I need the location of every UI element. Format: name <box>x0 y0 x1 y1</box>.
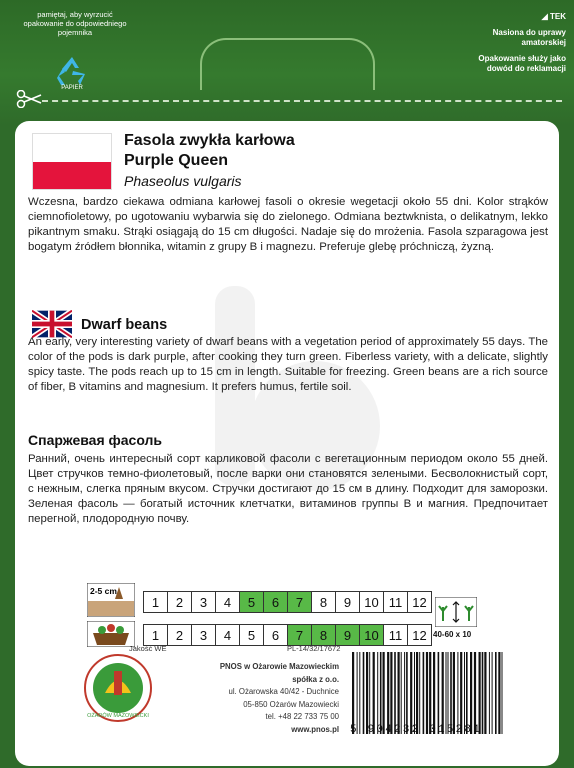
description-polish: Wczesna, bardzo ciekawa odmiana karłowej fasoli o okresie wegetacji około 55 dni. Kolor strąków ciemnofioletowy, po ugotowaniu wybarwia się do zielonego. Odmiana beztwknista, o delikatnym, lekko pikantnym smaku. Strąki osiągają do 15 cm długości. Nadaje się do mrożenia. Fasola szparagowa jest bogatym źródłem błonnika, witamin z grupy B i magnezu. Preferuje glebę próchniczą, żyzną. <box>28 196 548 253</box>
recycle-icon <box>52 54 92 90</box>
variety-name: Purple Queen <box>124 152 229 169</box>
harvest-month-1: 1 <box>144 625 168 646</box>
amateur-note: Nasiona do uprawy amatorskiej <box>492 28 566 47</box>
title-polish: Fasola zwykła karłowa <box>124 132 295 149</box>
sowing-month-2: 2 <box>168 592 192 613</box>
plant-spacing-icon <box>435 597 477 627</box>
latin-name: Phaseolus vulgaris <box>124 173 242 189</box>
sowing-month-12: 12 <box>408 592 432 613</box>
sowing-month-5: 5 <box>240 592 264 613</box>
cut-line <box>42 100 562 102</box>
title-english: Dwarf beans <box>81 317 168 333</box>
harvest-month-3: 3 <box>192 625 216 646</box>
recycle-label: PAPIER <box>61 85 83 90</box>
description-russian: Ранний, очень интересный сорт карликовой фасоли с вегетационным периодом около 55 дней. Цвет стручков темно-фиолетовый, после варки они становятся зелеными. Бесволокнистый сорт, с нежным, слегка пряным вкусом. Стручки достигают до 15 см в длину. Подходит для заморозки. Зеленая фасоль — богатый источник клетчатки, витаминов группы В и магния. Предпочитает перегной, плодородную почву. <box>28 453 548 525</box>
registration-code: PL-14/32/17672 <box>287 644 341 653</box>
harvest-month-7: 7 <box>288 625 312 646</box>
phone: tel. +48 22 733 75 00 <box>265 712 339 721</box>
harvest-month-2: 2 <box>168 625 192 646</box>
sowing-month-10: 10 <box>360 592 384 613</box>
sowing-month-11: 11 <box>384 592 408 613</box>
hang-tab-notch <box>200 38 375 90</box>
address-line-2: 05-850 Ożarów Mazowiecki <box>243 699 339 709</box>
harvest-month-8: 8 <box>312 625 336 646</box>
sowing-month-8: 8 <box>312 592 336 613</box>
barcode-number: 5 904232 015281 <box>350 724 483 736</box>
logo-text: OŻARÓW MAZOWIECKI <box>87 713 149 719</box>
harvest-month-12: 12 <box>408 625 432 646</box>
sowing-month-4: 4 <box>216 592 240 613</box>
quality-class: Jakość WE <box>129 644 167 653</box>
sowing-month-7: 7 <box>288 592 312 613</box>
leaf-icon: ◢ <box>541 12 548 21</box>
sowing-month-6: 6 <box>264 592 288 613</box>
uk-flag <box>32 310 72 338</box>
scissors-icon <box>16 90 42 108</box>
company-logo <box>83 653 153 723</box>
harvest-month-10: 10 <box>360 625 384 646</box>
address-line-1: ul. Ożarowska 40/42 - Duchnice <box>228 687 339 696</box>
harvest-month-11: 11 <box>384 625 408 646</box>
sowing-month-3: 3 <box>192 592 216 613</box>
sowing-calendar <box>143 591 432 613</box>
plant-spacing-label: 40-60 x 10 <box>433 630 472 639</box>
harvest-month-6: 6 <box>264 625 288 646</box>
harvest-month-9: 9 <box>336 625 360 646</box>
proof-note: Opakowanie służy jako dowód do reklamacji <box>478 54 566 73</box>
harvest-month-4: 4 <box>216 625 240 646</box>
company-name: PNOS w Ożarowie Mazowieckim spółka z o.o. <box>219 662 339 684</box>
tek-mark: ◢ TEK <box>541 12 566 21</box>
barcode <box>350 652 505 734</box>
harvest-month-5: 5 <box>240 625 264 646</box>
header-right-info <box>456 12 566 80</box>
harvest-calendar <box>143 624 432 646</box>
label-card <box>15 121 559 766</box>
polish-flag <box>32 133 112 190</box>
title-russian: Спаржевая фасоль <box>28 432 163 448</box>
company-address <box>197 661 339 736</box>
harvest-basket-icon <box>87 621 135 647</box>
sowing-depth-label: 2-5 cm <box>90 586 117 596</box>
sowing-month-1: 1 <box>144 592 168 613</box>
website: www.pnos.pl <box>291 724 339 734</box>
description-english: An early, very interesting variety of dwarf beans with a vegetation period of approximately 55 days. The color of the pods is dark purple, after cooking they turn green. Fiberless variety, with a delicate, slightly spicy taste. The pods reach up to 15 cm in length. Suitable for freezing. Green beans are a rich source of fiber, B vitamins and magnesium. It prefers humus, fertile soil. <box>28 336 548 393</box>
recycle-note: pamiętaj, aby wyrzucić opakowanie do odpowiedniego pojemnika <box>23 10 127 37</box>
sowing-month-9: 9 <box>336 592 360 613</box>
